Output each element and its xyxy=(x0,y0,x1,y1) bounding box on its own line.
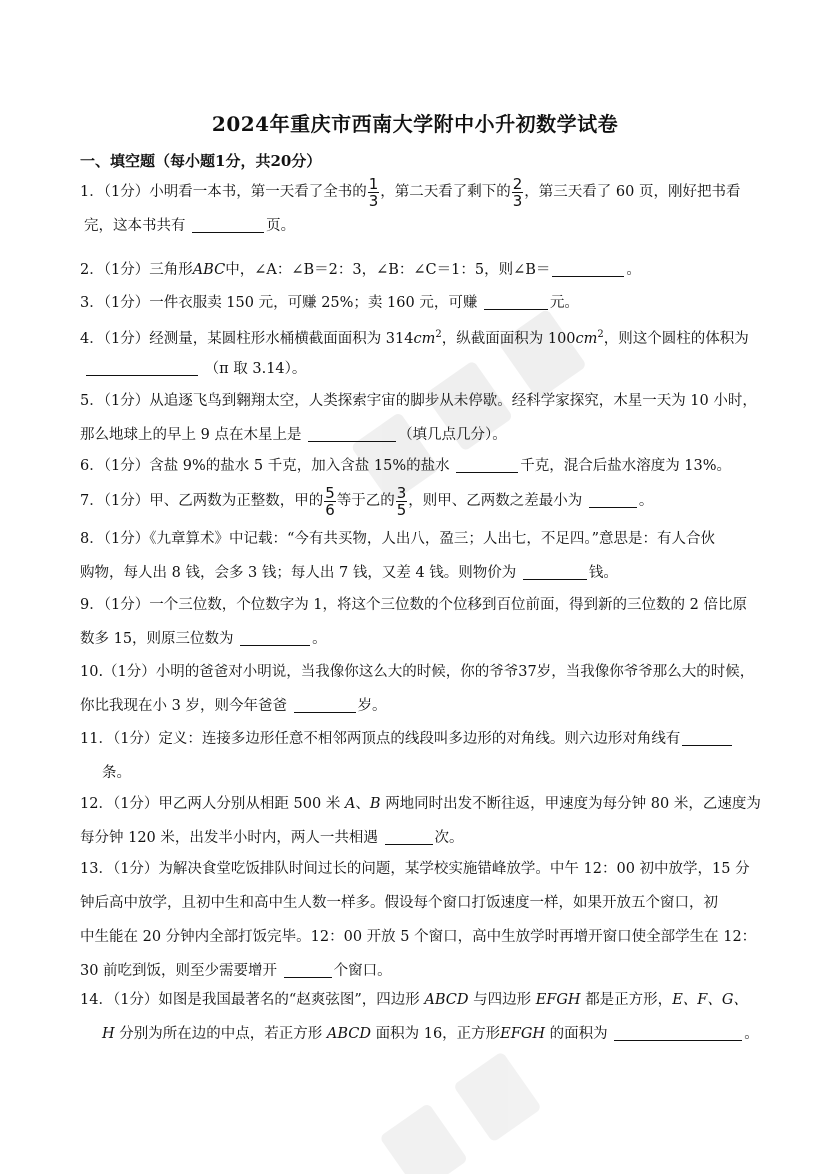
answer-blank-4[interactable] xyxy=(86,359,198,376)
answer-blank-12[interactable] xyxy=(385,828,433,845)
answer-blank-8[interactable] xyxy=(523,563,587,580)
question-9: 9．（1分）一个三位数，个位数字为 1，将这个三位数的个位移到百位前面，得到新的三位数的 2 倍比原 数多 15，则原三位数为 。 xyxy=(80,597,747,647)
answer-blank-6[interactable] xyxy=(456,456,518,473)
fraction-five-sixths: $\frac{5}{6}$ xyxy=(325,483,335,519)
fraction-two-thirds: $\frac{2}{3}$ xyxy=(512,174,523,210)
answer-blank-14[interactable] xyxy=(614,1024,742,1041)
answer-blank-3[interactable] xyxy=(484,293,548,310)
question-6: 6．（1分）含盐 9%的盐水 5 千克，加入含盐 15%的盐水 千克，混合后盐水溶度为 13%。 xyxy=(80,458,732,474)
question-1: 1．（1分）小明看一本书，第一天看了全书的 $\frac{1}{3}$ ，第二天看了剩下的 $\frac{2}{3}$ ，第三天看了 60 页，刚好把书看 完，这本书共有 页。 xyxy=(80,174,741,234)
question-10: 10.（1分）小明的爸爸对小明说，当我像你这么大的时候，你的爷爷37岁，当我像你爷爷那么大的时候， 你比我现在小 3 岁，则今年爸爸 岁。 xyxy=(80,664,755,714)
question-7: 7．（1分）甲、乙两数为正整数，甲的 $\frac{5}{6}$ 等于乙的 $\frac{3}{5}$ ，则甲、乙两数之差最小为 。 xyxy=(80,483,654,519)
answer-blank-5[interactable] xyxy=(308,425,396,442)
question-4: 4．（1分）经测量，某圆柱形水桶横截面面积为 $314cm^2$，纵截面面积为 $100cm^2$，则这个圆柱的体积为 （π 取 3.14）。 xyxy=(80,329,749,377)
answer-blank-7[interactable] xyxy=(589,491,637,508)
page-title: 2024年重庆市西南大学附中小升初数学试卷 xyxy=(211,112,619,136)
fraction-one-third: $\frac{1}{3}$ xyxy=(368,174,379,210)
question-11: 11．（1分）定义：连接多边形任意不相邻两顶点的线段叫多边形的对角线。则六边形对角线有 条。 xyxy=(80,722,752,790)
answer-blank-2[interactable] xyxy=(552,260,624,277)
question-12: 12．（1分）甲乙两人分别从相距 500 米 A、B 两地同时出发不断往返，甲速度为每分钟 80 米，乙速度为 每分钟 120 米，出发半小时内，两人一共相遇 次。 xyxy=(80,796,761,846)
question-8: 8．（1分）《九章算术》中记载：“今有共买物，人出八，盈三；人出七，不足四。”意思是：有人合伙 购物，每人出 8 钱，会多 3 钱；每人出 7 钱，又差 4 钱。则物价为 钱。 xyxy=(80,531,716,581)
answer-blank-11[interactable] xyxy=(682,729,732,746)
fraction-three-fifths: $\frac{3}{5}$ xyxy=(396,483,407,519)
question-5: 5．（1分）从追逐飞鸟到翱翔太空，人类探索宇宙的脚步从未停歇。经科学家探究，木星一天为 10 小时， 那么地球上的早上 9 点在木星上是 （填几点几分）。 xyxy=(80,393,757,443)
question-13: 13．（1分）为解决食堂吃饭排队时间过长的问题，某学校实施错峰放学。中午 12：00 初中放学，15 分 钟后高中放学，且初中生和高中生人数一样多。假设每个窗口打饭速度一样，如果开放五个窗口，初 中生能在 20 分钟内全部打饭完毕。12：00 开放 5 个窗口，高中生放学时再增开窗口使全部学生在 12： 30 前吃到饭，则至少需要增开 个窗口。 xyxy=(80,861,757,979)
question-14: 14．（1分）如图是我国最著名的“赵爽弦图”，四边形 ABCD 与四边形 EFGH 都是正方形，E、F、G、 H 分别为所在边的中点，若正方形 ABCD 面积为 16，正方形EFGH 的面积为 。 xyxy=(80,992,759,1042)
question-3: 3．（1分）一件衣服卖 150 元，可赚 25%；卖 160 元，可赚 元。 xyxy=(80,295,579,311)
answer-blank-13[interactable] xyxy=(284,961,332,978)
answer-blank-1[interactable] xyxy=(192,216,264,233)
question-2: 2．（1分）三角形ABC中，∠A：∠B＝2：3，∠B：∠C＝1：5，则∠B＝ 。 xyxy=(80,262,641,278)
answer-blank-10[interactable] xyxy=(294,696,356,713)
section-heading: 一、填空题（每小题1分，共20分） xyxy=(80,152,322,170)
answer-blank-9[interactable] xyxy=(240,629,310,646)
